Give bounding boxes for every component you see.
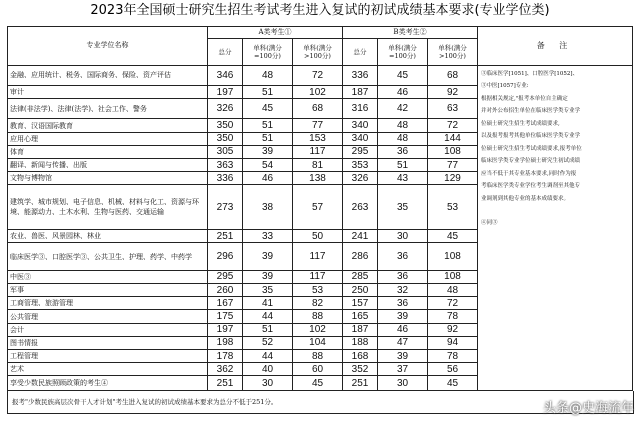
major-name: 农业、兽医、风景园林、林业 [8,230,208,243]
remark-line: 以及报考报考其他单位临床医学类专业学 [481,133,581,140]
score-cell-a: 363 [208,159,243,172]
score-cell-a: 117 [293,145,343,158]
score-cell-b: 157 [343,297,378,310]
header-row-1 [8,27,633,39]
score-cell-a: 362 [208,363,243,376]
remark-line: 临床医学类专业学位硕士研究生初试成绩 [481,158,581,165]
score-cell-b: 53 [428,185,478,230]
score-cell-a: 54 [243,159,293,172]
score-cell-a: 45 [243,99,293,119]
footnote: 报考"少数民族高层次骨干人才计划"考生进入复试的初试成绩基本要求为总分不低于251分。 [7,391,634,414]
remark-line: 业调剂到其他专业的基本成绩要求。 [481,195,570,202]
score-cell-a: 296 [208,243,243,270]
score-cell-a: 88 [293,310,343,323]
group-b-header: B类考生② [343,27,478,39]
score-cell-b: 72 [428,297,478,310]
score-cell-b: 251 [343,376,378,391]
score-cell-a: 175 [208,310,243,323]
score-cell-b: 35 [378,185,428,230]
major-name: 艺术 [8,363,208,376]
remark-line [481,205,629,217]
major-name: 临床医学③、口腔医学③、公共卫生、护理、药学、中药学 [8,243,208,270]
score-cell-b: 77 [428,159,478,172]
score-cell-b: 92 [428,85,478,98]
group-a-header: A类考生① [208,27,343,39]
major-name: 教育、汉语国际教育 [8,119,208,132]
score-cell-a: 39 [243,243,293,270]
score-cell-a: 72 [293,65,343,85]
major-name: 中医③ [8,270,208,283]
score-cell-a: 51 [243,132,293,145]
major-name: 工程管理 [8,350,208,363]
score-cell-a: 44 [243,350,293,363]
score-cell-a: 60 [293,363,343,376]
single100-header-b: 单科(满分=100分) [378,39,428,65]
remark-line: ③中医[1057]专业: [481,83,529,90]
single100-header-a: 单科(满分=100分) [243,39,293,65]
score-cell-b: 78 [428,350,478,363]
score-cell-b: 51 [378,159,428,172]
table-row [8,65,633,85]
score-cell-a: 295 [208,270,243,283]
score-cell-a: 117 [293,270,343,283]
major-name: 公共管理 [8,310,208,323]
score-cell-a: 50 [293,230,343,243]
major-header: 专业学位名称 [8,27,208,66]
score-cell-b: 336 [343,65,378,85]
score-cell-a: 117 [293,243,343,270]
score-cell-a: 39 [243,270,293,283]
score-cell-b: 30 [378,376,428,391]
major-name: 会计 [8,323,208,336]
score-cell-b: 43 [378,172,428,185]
score-cell-b: 68 [428,65,478,85]
score-cell-b: 32 [378,284,428,297]
score-cell-b: 36 [378,145,428,158]
watermark-logo: 头条@史海流年 [542,401,634,416]
score-cell-a: 305 [208,145,243,158]
score-cell-b: 187 [343,85,378,98]
score-cell-b: 72 [428,119,478,132]
score-cell-b: 63 [428,99,478,119]
score-cell-a: 45 [293,376,343,391]
score-cell-a: 82 [293,297,343,310]
score-cell-b: 340 [343,119,378,132]
score-cell-a: 51 [243,85,293,98]
score-cell-a: 40 [243,363,293,376]
score-cell-a: 53 [293,284,343,297]
score-cell-a: 198 [208,336,243,349]
score-cell-b: 45 [428,376,478,391]
score-cell-a: 350 [208,119,243,132]
score-cell-b: 48 [378,132,428,145]
score-cell-a: 350 [208,132,243,145]
score-cell-b: 263 [343,185,378,230]
score-cell-a: 102 [293,323,343,336]
remark-line: ③临床医学[1051]、口腔医学[1052]、 [481,70,579,77]
score-cell-b: 187 [343,323,378,336]
score-cell-b: 94 [428,336,478,349]
score-cell-b: 36 [378,297,428,310]
score-cell-b: 108 [428,243,478,270]
major-name: 体育 [8,145,208,158]
score-cell-b: 39 [378,350,428,363]
score-cell-b: 188 [343,336,378,349]
score-cell-a: 57 [293,185,343,230]
major-name: 享受少数民族照顾政策的考生④ [8,376,208,391]
score-cell-b: 37 [378,363,428,376]
major-name: 图书情报 [8,336,208,349]
score-cell-b: 78 [428,310,478,323]
score-cell-b: 340 [343,132,378,145]
remark-line: 位硕士研究生招生考试成绩要求, [481,120,560,127]
major-name: 建筑学、城市规划、电子信息、机械、材料与化工、资源与环境、能源动力、土木水利、生物与医药、交通运输 [8,185,208,230]
score-cell-a: 138 [293,172,343,185]
score-cell-a: 153 [293,132,343,145]
remarks-header: 备 注 [478,27,633,66]
score-cell-b: 144 [428,132,478,145]
score-cell-b: 129 [428,172,478,185]
score-cell-a: 33 [243,230,293,243]
score-cell-b: 36 [378,243,428,270]
score-cell-b: 92 [428,323,478,336]
score-cell-b: 42 [378,99,428,119]
score-cell-a: 260 [208,284,243,297]
score-cell-b: 48 [428,284,478,297]
single-gt100-header-a: 单科(满分>100分) [293,39,343,65]
total-header-b: 总分 [343,39,378,65]
score-cell-b: 45 [428,230,478,243]
remark-line: 根据相关规定,"报考本单位自主确定 [481,95,568,102]
score-cell-a: 273 [208,185,243,230]
score-cell-a: 88 [293,350,343,363]
score-cell-a: 178 [208,350,243,363]
score-cell-b: 286 [343,243,378,270]
score-cell-b: 36 [378,270,428,283]
remark-line: ④同③ [481,220,498,227]
score-cell-a: 68 [293,99,343,119]
score-cell-a: 251 [208,230,243,243]
score-cell-b: 108 [428,270,478,283]
score-cell-b: 39 [378,310,428,323]
score-cell-b: 108 [428,145,478,158]
score-cell-b: 48 [378,119,428,132]
score-cell-b: 165 [343,310,378,323]
major-name: 应用心理 [8,132,208,145]
page-title: 2023年全国硕士研究生招生考试考生进入复试的初试成绩基本要求(专业学位类) [90,3,550,18]
score-cell-b: 326 [343,172,378,185]
major-name: 审计 [8,85,208,98]
score-cell-a: 35 [243,284,293,297]
score-cell-a: 197 [208,323,243,336]
score-cell-a: 77 [293,119,343,132]
score-cell-a: 326 [208,99,243,119]
remarks-cell [478,65,633,390]
score-cell-b: 45 [378,65,428,85]
score-cell-b: 241 [343,230,378,243]
score-cell-b: 353 [343,159,378,172]
score-cell-a: 44 [243,310,293,323]
score-cell-b: 30 [378,230,428,243]
score-cell-b: 250 [343,284,378,297]
score-cell-b: 46 [378,323,428,336]
score-cell-a: 336 [208,172,243,185]
major-name: 金融、应用统计、税务、国际商务、保险、资产评估 [8,65,208,85]
score-cell-b: 316 [343,99,378,119]
major-name: 文物与博物馆 [8,172,208,185]
remark-line: 应当不低于其专业基本要求,同时作为报 [481,170,577,177]
score-cell-a: 41 [243,297,293,310]
score-cell-b: 285 [343,270,378,283]
single-gt100-header-b: 单科(满分>100分) [428,39,478,65]
major-name: 军事 [8,284,208,297]
remark-line: 并对外公布招生单位在临床医学类专业学 [481,108,581,115]
score-cell-b: 295 [343,145,378,158]
score-cell-a: 167 [208,297,243,310]
score-cell-a: 346 [208,65,243,85]
remark-line: 位硕士研究生招生考试成绩要求,报考单位 [481,145,582,152]
score-cell-a: 38 [243,185,293,230]
major-name: 工商管理、旅游管理 [8,297,208,310]
score-cell-a: 51 [243,323,293,336]
score-cell-a: 81 [293,159,343,172]
score-requirements-table [7,26,633,391]
total-header-a: 总分 [208,39,243,65]
score-cell-b: 168 [343,350,378,363]
major-name: 翻译、新闻与传播、出版 [8,159,208,172]
score-cell-a: 52 [243,336,293,349]
score-cell-a: 51 [243,119,293,132]
remark-line: 考临床医学类专业学位考生调剂至其他专 [481,183,581,190]
score-cell-a: 251 [208,376,243,391]
score-cell-b: 56 [428,363,478,376]
score-cell-a: 197 [208,85,243,98]
score-cell-b: 352 [343,363,378,376]
score-cell-a: 102 [293,85,343,98]
score-cell-a: 39 [243,145,293,158]
score-cell-b: 46 [378,85,428,98]
score-cell-a: 30 [243,376,293,391]
score-cell-a: 104 [293,336,343,349]
score-cell-a: 46 [243,172,293,185]
score-cell-a: 48 [243,65,293,85]
major-name: 法律(非法学)、法律(法学)、社会工作、警务 [8,99,208,119]
score-cell-b: 47 [378,336,428,349]
